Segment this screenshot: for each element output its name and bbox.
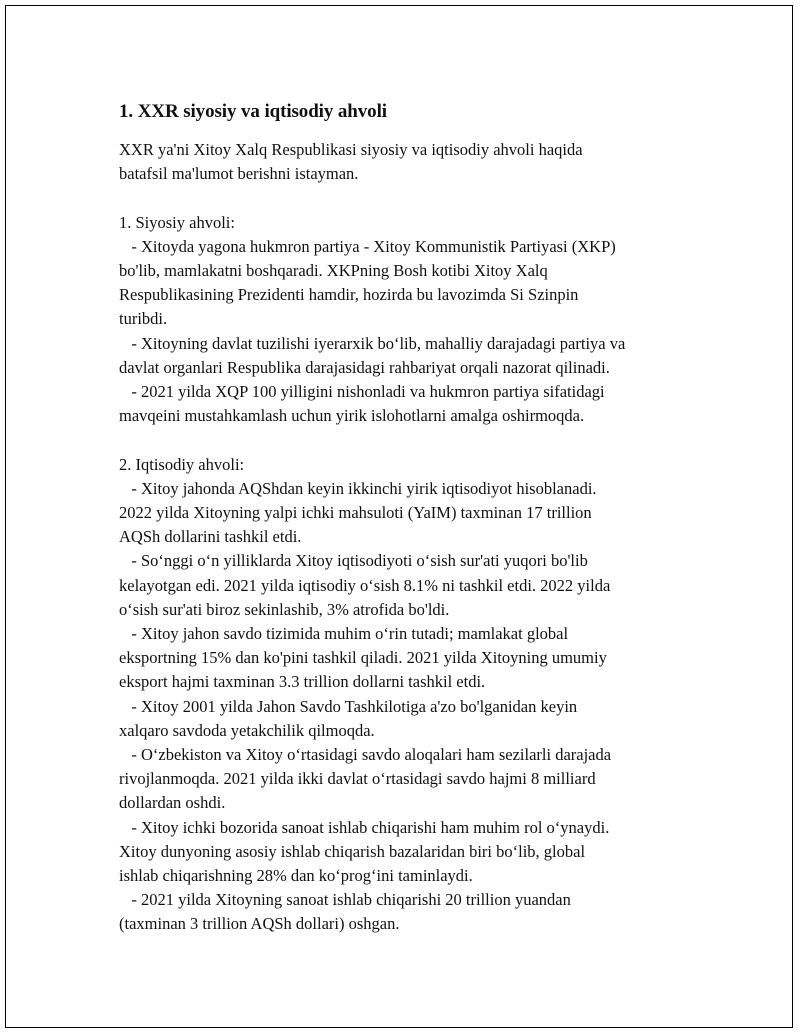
body-line: rivojlanmoqda. 2021 yilda ikki davlat o‘rtasidagi savdo hajmi 8 milliard [119, 769, 596, 789]
page-title: 1. XXR siyosiy va iqtisodiy ahvoli [119, 101, 387, 122]
intro-line: XXR ya'ni Xitoy Xalq Respublikasi siyosiy va iqtisodiy ahvoli haqida [119, 140, 583, 159]
body-line: - Xitoy 2001 yilda Jahon Savdo Tashkilotiga a'zo bo'lganidan keyin [119, 696, 578, 716]
body-line: - So‘nggi o‘n yilliklarda Xitoy iqtisodiyoti o‘sish sur'ati yuqori bo'lib [119, 551, 588, 571]
body-line: AQSh dollarini tashkil etdi. [119, 527, 302, 547]
document-body [119, 138, 699, 937]
body-line: mavqeini mustahkamlash uchun yirik islohotlarni amalga oshirmoqda. [119, 406, 585, 426]
body-line: xalqaro savdoda yetakchilik qilmoqda. [119, 720, 375, 740]
body-line: turibdi. [119, 309, 168, 329]
body-line: 2022 yilda Xitoyning yalpi ichki mahsuloti (YaIM) taxminan 17 trillion [119, 503, 592, 523]
document-page [5, 5, 793, 1028]
body-line: bo'lib, mamlakatni boshqaradi. XKPning Bosh kotibi Xitoy Xalq [119, 261, 548, 280]
body-line: - Xitoy jahonda AQShdan keyin ikkinchi yirik iqtisodiyot hisoblanadi. [119, 478, 597, 498]
body-line: Respublikasining Prezidenti hamdir, hozirda bu lavozimda Si Szinpin [119, 285, 579, 305]
body-line: - O‘zbekiston va Xitoy o‘rtasidagi savdo aloqalari ham sezilarli darajada [119, 745, 612, 765]
paragraph-gap [119, 428, 699, 452]
body-line: - 2021 yilda Xitoyning sanoat ishlab chiqarishi 20 trillion yuandan [119, 890, 571, 910]
body-line: eksportning 15% dan ko'pini tashkil qiladi. 2021 yilda Xitoyning umumiy [119, 648, 607, 668]
paragraph-gap [119, 186, 699, 210]
section-heading: 1. Siyosiy ahvoli: [119, 212, 235, 232]
body-line: davlat organlari Respublika darajasidagi rahbariyat orqali nazorat qilinadi. [119, 357, 610, 377]
body-line: - Xitoyda yagona hukmron partiya - Xitoy Kommunistik Partiyasi (XKP) [119, 236, 616, 256]
body-line: - Xitoyning davlat tuzilishi iyerarxik bo‘lib, mahalliy darajadagi partiya va [119, 333, 626, 353]
body-line: - 2021 yilda XQP 100 yilligini nishonladi va hukmron partiya sifatidagi [119, 382, 605, 402]
body-line: dollardan oshdi. [119, 793, 226, 813]
body-line: o‘sish sur'ati biroz sekinlashib, 3% atrofida bo'ldi. [119, 599, 450, 619]
body-line: (taxminan 3 trillion AQSh dollari) oshgan. [119, 914, 400, 934]
body-line: - Xitoy ichki bozorida sanoat ishlab chiqarishi ham muhim rol o‘ynaydi. [119, 817, 610, 837]
body-line: eksport hajmi taxminan 3.3 trillion dollarni tashkil etdi. [119, 672, 486, 692]
body-line: ishlab chiqarishning 28% dan ko‘prog‘ini taminlaydi. [119, 866, 473, 886]
intro-line: batafsil ma'lumot berishni istayman. [119, 164, 359, 184]
body-line: Xitoy dunyoning asosiy ishlab chiqarish bazalaridan biri bo‘lib, global [119, 841, 586, 861]
section-heading: 2. Iqtisodiy ahvoli: [119, 454, 245, 474]
body-line: - Xitoy jahon savdo tizimida muhim o‘rin tutadi; mamlakat global [119, 624, 569, 644]
body-line: kelayotgan edi. 2021 yilda iqtisodiy o‘sish 8.1% ni tashkil etdi. 2022 yilda [119, 575, 611, 595]
